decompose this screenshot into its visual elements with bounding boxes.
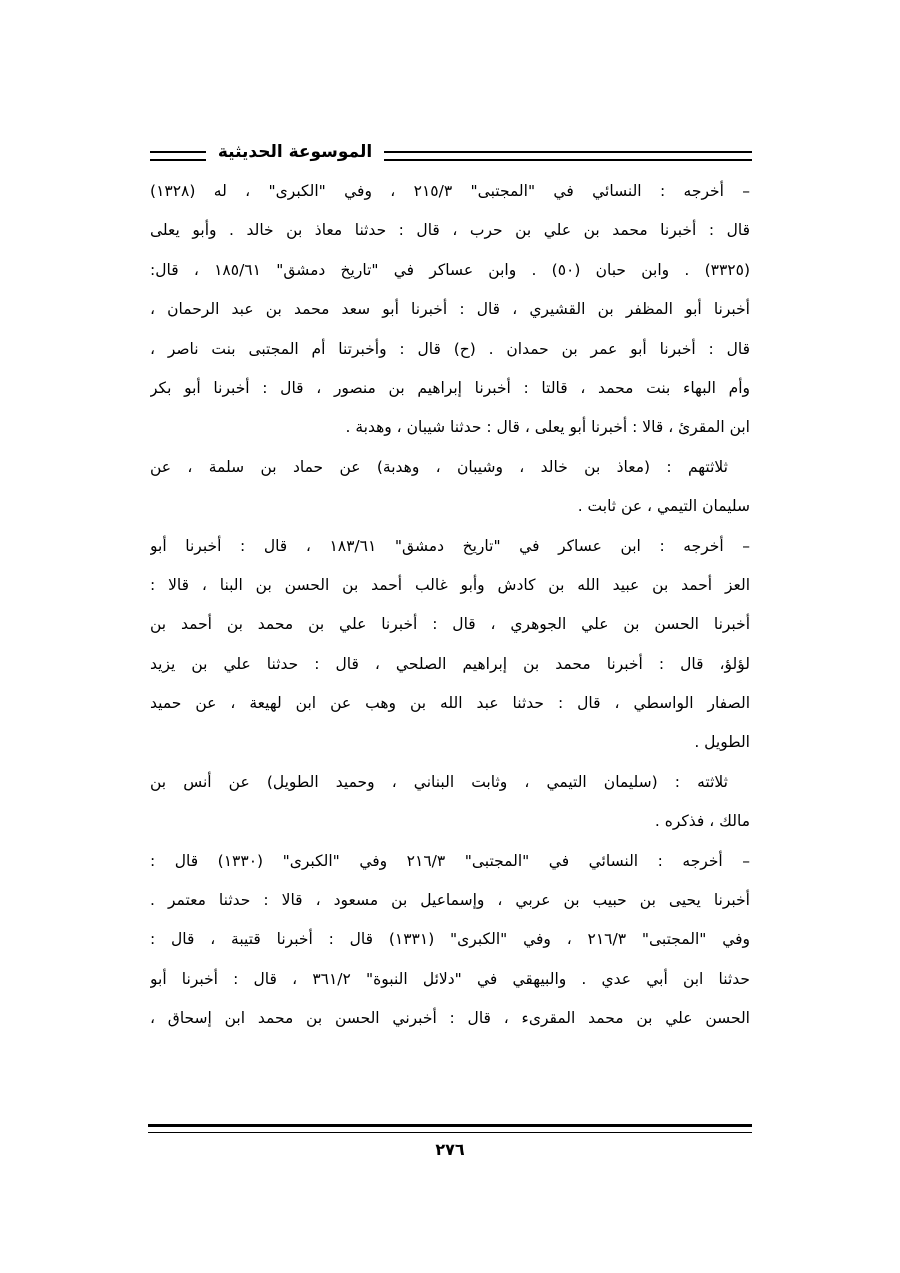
text-line: – أخرجه : النسائي في "المجتبى" ٢١٥/٣ ، وفي "الكبرى" ، له (١٣٢٨) <box>150 182 750 200</box>
text-line: أخبرنا أبو المظفر بن القشيري ، قال : أخبرنا أبو سعد محمد بن عبد الرحمان ، <box>150 300 750 319</box>
header-rule-left <box>150 151 206 161</box>
text-line: ثلاثته : (سليمان التيمي ، وثابت البناني ، وحميد الطويل) عن أنس بن <box>150 772 728 791</box>
text-line: (٣٣٢٥) . وابن حبان (٥٠) . وابن عساكر في "تاريخ دمشق" ١٨٥/٦١ ، قال: <box>150 260 750 279</box>
text-line: الصفار الواسطي ، قال : حدثنا عبد الله بن وهب عن ابن لهيعة ، عن حميد <box>150 694 750 713</box>
text-line: ثلاثتهم : (معاذ بن خالد ، وشيبان ، وهدبة) عن حماد بن سلمة ، عن <box>150 457 728 476</box>
body-text <box>150 172 750 1039</box>
text-line: – أخرجه : النسائي في "المجتبى" ٢١٦/٣ وفي "الكبرى" (١٣٣٠) قال : <box>150 851 750 870</box>
text-line: قال : أخبرنا أبو عمر بن حمدان . (ح) قال : وأخبرتنا أم المجتبى بنت ناصر ، <box>150 339 750 358</box>
text-line: وأم البهاء بنت محمد ، قالتا : أخبرنا إبراهيم بن منصور ، قال : أخبرنا أبو بكر <box>150 378 750 397</box>
text-line: أخبرنا الحسن بن علي الجوهري ، قال : أخبرنا علي بن محمد بن أحمد بن <box>150 615 750 634</box>
text-line: مالك ، فذكره . <box>654 812 750 831</box>
header-title: الموسوعة الحديثية <box>217 142 373 162</box>
text-line: قال : أخبرنا محمد بن علي بن حرب ، قال : حدثنا معاذ بن خالد . وأبو يعلى <box>150 221 750 240</box>
page-number: ٢٧٦ <box>435 1140 465 1159</box>
text-line: العز أحمد بن عبيد الله بن كادش وأبو غالب أحمد بن الحسن بن البنا ، قالا : <box>150 575 750 594</box>
text-line: لؤلؤ، قال : أخبرنا محمد بن إبراهيم الصلحي ، قال : حدثنا علي بن يزيد <box>150 654 750 673</box>
text-line: – أخرجه : ابن عساكر في "تاريخ دمشق" ١٨٣/٦١ ، قال : أخبرنا أبو <box>150 536 750 555</box>
header-rule-right <box>384 151 752 161</box>
text-line: أخبرنا يحيى بن حبيب بن عربي ، وإسماعيل بن مسعود ، قالا : حدثنا معتمر . <box>150 891 750 910</box>
text-line: الحسن علي بن محمد المقرىء ، قال : أخبرني الحسن بن محمد ابن إسحاق ، <box>150 1009 750 1028</box>
running-header <box>150 138 752 166</box>
footer-rule <box>148 1124 752 1133</box>
text-line: سليمان التيمي ، عن ثابت . <box>577 497 750 516</box>
text-line: وفي "المجتبى" ٢١٦/٣ ، وفي "الكبرى" (١٣٣١) قال : أخبرنا قتيبة ، قال : <box>150 930 750 949</box>
text-line: الطويل . <box>694 733 750 752</box>
text-line: ابن المقرئ ، قالا : أخبرنا أبو يعلى ، قال : حدثنا شيبان ، وهدبة . <box>345 418 750 437</box>
text-line: حدثنا ابن أبي عدي . والبيهقي في "دلائل النبوة" ٣٦١/٢ ، قال : أخبرنا أبو <box>150 969 750 988</box>
